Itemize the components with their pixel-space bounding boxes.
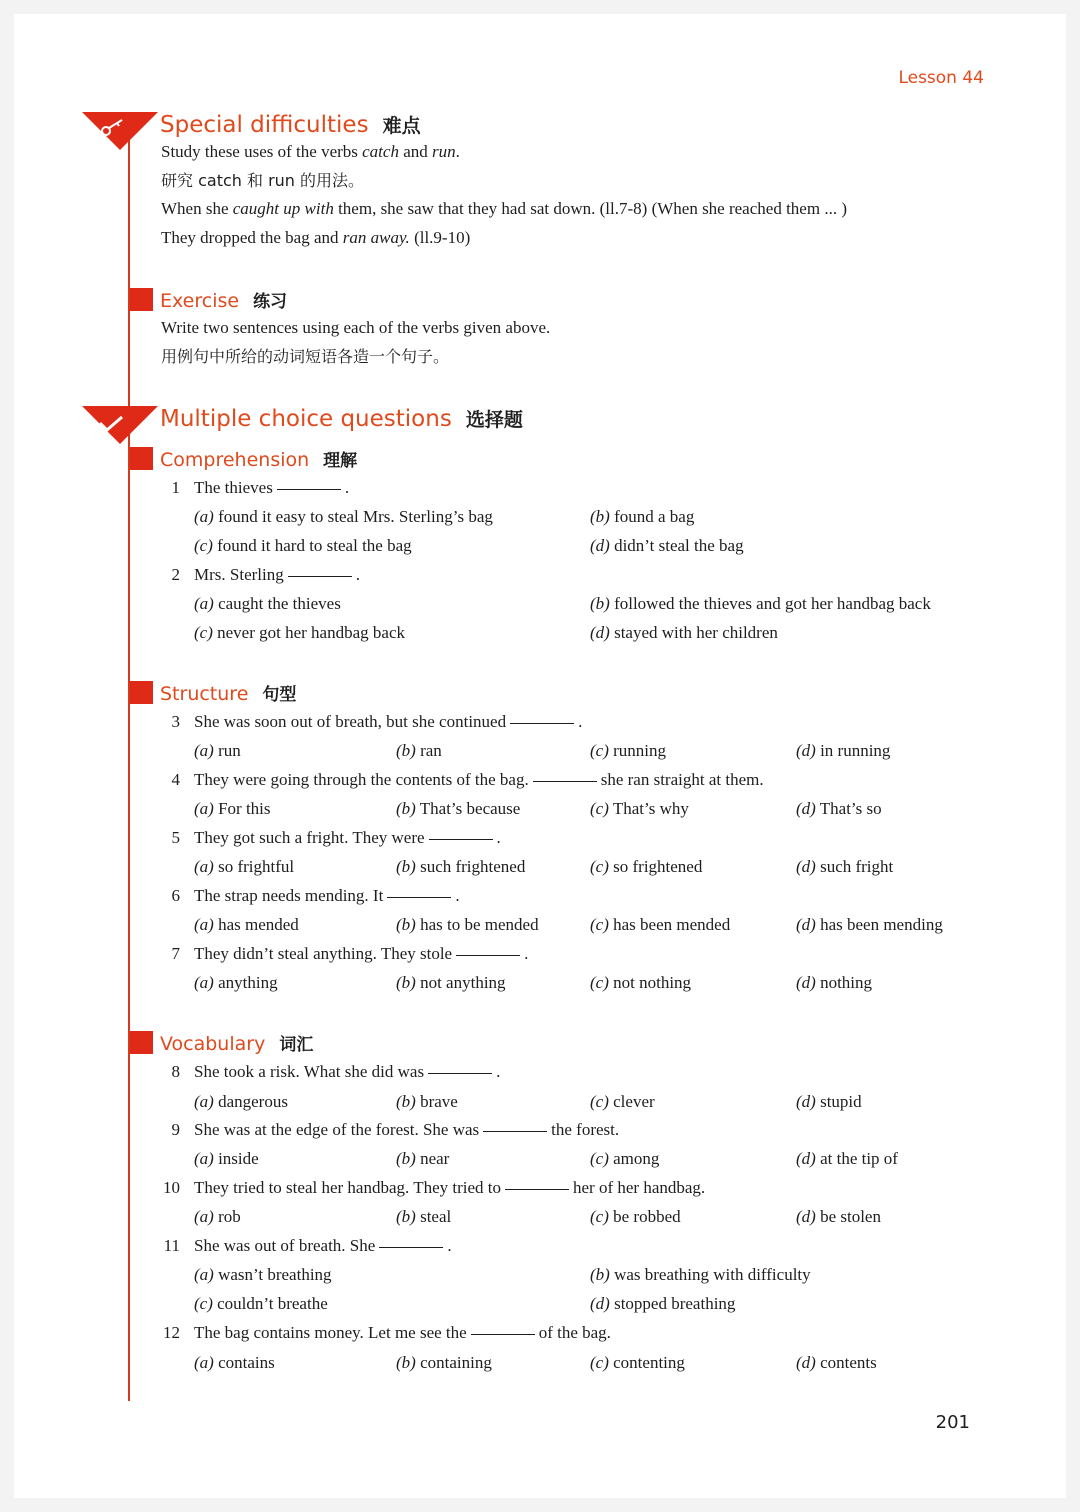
answer-option[interactable]: (b) followed the thieves and got her handbag back [590, 594, 931, 613]
key-icon [82, 112, 158, 152]
question-stem: Mrs. Sterling . [194, 565, 360, 584]
answer-option[interactable]: (b) such frightened [396, 857, 526, 876]
answer-blank[interactable] [387, 897, 451, 898]
answer-option[interactable]: (b) not anything [396, 973, 506, 992]
answer-option[interactable]: (a) caught the thieves [194, 594, 341, 613]
example-sentence-2: They dropped the bag and ran away. (ll.9-10) [161, 228, 471, 247]
answer-option[interactable]: (d) at the tip of [796, 1149, 898, 1168]
answer-option[interactable]: (b) was breathing with difficulty [590, 1265, 811, 1284]
lesson-label: Lesson 44 [898, 68, 984, 88]
answer-blank[interactable] [483, 1131, 547, 1132]
answer-option[interactable]: (a) found it easy to steal Mrs. Sterling’s bag [194, 507, 493, 526]
special-difficulties-intro: Study these uses of the verbs catch and run. [161, 142, 460, 161]
answer-option[interactable]: (c) contenting [590, 1353, 685, 1372]
answer-blank[interactable] [505, 1189, 569, 1190]
answer-option[interactable]: (b) has to be mended [396, 915, 539, 934]
answer-blank[interactable] [277, 489, 341, 490]
section-marker [130, 288, 153, 311]
exercise-instruction: Write two sentences using each of the verbs given above. [161, 318, 551, 337]
section-title-special-difficulties: Special difficulties 难点 [160, 112, 421, 138]
question-number: 10 [163, 1178, 180, 1197]
answer-blank[interactable] [379, 1247, 443, 1248]
question-stem: The thieves . [194, 478, 350, 497]
answer-blank[interactable] [533, 781, 597, 782]
answer-option[interactable]: (a) For this [194, 799, 271, 818]
section-title-comprehension: Comprehension 理解 [160, 449, 358, 471]
answer-option[interactable]: (d) in running [796, 741, 891, 760]
question-number: 12 [163, 1323, 180, 1342]
answer-option[interactable]: (d) has been mending [796, 915, 943, 934]
answer-option[interactable]: (d) stayed with her children [590, 623, 778, 642]
answer-option[interactable]: (b) That’s because [396, 799, 521, 818]
answer-blank[interactable] [510, 723, 574, 724]
question-number: 2 [171, 565, 180, 584]
answer-option[interactable]: (c) so frightened [590, 857, 703, 876]
question-number: 11 [163, 1236, 180, 1255]
answer-option[interactable]: (d) nothing [796, 973, 873, 992]
question-stem: She was out of breath. She . [194, 1236, 452, 1255]
answer-option[interactable]: (c) found it hard to steal the bag [194, 536, 412, 555]
section-marker [130, 681, 153, 704]
answer-option[interactable]: (d) such fright [796, 857, 894, 876]
answer-option[interactable]: (b) near [396, 1149, 450, 1168]
answer-option[interactable]: (d) contents [796, 1353, 877, 1372]
answer-blank[interactable] [429, 839, 493, 840]
answer-blank[interactable] [471, 1334, 535, 1335]
question-stem: They were going through the contents of the bag. she ran straight at them. [194, 770, 764, 789]
answer-option[interactable]: (d) stupid [796, 1092, 862, 1111]
answer-option[interactable]: (a) contains [194, 1353, 275, 1372]
answer-option[interactable]: (a) rob [194, 1207, 241, 1226]
question-stem: She was soon out of breath, but she continued . [194, 712, 583, 731]
answer-option[interactable]: (c) among [590, 1149, 660, 1168]
question-stem: The bag contains money. Let me see the of the bag. [194, 1323, 611, 1342]
question-number: 6 [171, 886, 180, 905]
answer-option[interactable]: (c) has been mended [590, 915, 731, 934]
answer-option[interactable]: (c) be robbed [590, 1207, 681, 1226]
question-number: 4 [171, 770, 180, 789]
checkmark-icon [82, 406, 158, 446]
answer-option[interactable]: (a) dangerous [194, 1092, 288, 1111]
question-stem: She was at the edge of the forest. She was the forest. [194, 1120, 620, 1139]
question-number: 7 [171, 944, 180, 963]
answer-blank[interactable] [288, 576, 352, 577]
answer-option[interactable]: (b) steal [396, 1207, 452, 1226]
answer-option[interactable]: (d) didn’t steal the bag [590, 536, 744, 555]
answer-option[interactable]: (c) never got her handbag back [194, 623, 405, 642]
answer-option[interactable]: (b) brave [396, 1092, 458, 1111]
answer-option[interactable]: (c) running [590, 741, 667, 760]
section-title-vocabulary: Vocabulary 词汇 [160, 1033, 314, 1055]
answer-option[interactable]: (c) not nothing [590, 973, 692, 992]
answer-option[interactable]: (b) found a bag [590, 507, 695, 526]
question-stem: They tried to steal her handbag. They tried to her of her handbag. [194, 1178, 706, 1197]
question-stem: They got such a fright. They were . [194, 828, 501, 847]
question-stem: The strap needs mending. It . [194, 886, 460, 905]
section-marker [130, 447, 153, 470]
question-number: 1 [171, 478, 180, 497]
page-number: 201 [935, 1412, 970, 1433]
exercise-instruction-cn: 用例句中所给的动词短语各造一个句子。 [161, 347, 450, 366]
answer-option[interactable]: (c) That’s why [590, 799, 689, 818]
answer-option[interactable]: (b) containing [396, 1353, 492, 1372]
answer-option[interactable]: (a) anything [194, 973, 278, 992]
section-title-mcq: Multiple choice questions 选择题 [160, 406, 523, 432]
answer-option[interactable]: (c) clever [590, 1092, 655, 1111]
answer-option[interactable]: (d) stopped breathing [590, 1294, 736, 1313]
answer-option[interactable]: (a) so frightful [194, 857, 295, 876]
answer-option[interactable]: (a) inside [194, 1149, 259, 1168]
answer-option[interactable]: (d) That’s so [796, 799, 882, 818]
answer-option[interactable]: (b) ran [396, 741, 442, 760]
question-number: 8 [171, 1062, 180, 1081]
answer-option[interactable]: (a) run [194, 741, 241, 760]
question-number: 3 [171, 712, 180, 731]
answer-option[interactable]: (a) wasn’t breathing [194, 1265, 332, 1284]
question-number: 5 [171, 828, 180, 847]
answer-blank[interactable] [428, 1073, 492, 1074]
section-title-structure: Structure 句型 [160, 683, 297, 705]
question-stem: She took a risk. What she did was . [194, 1062, 501, 1081]
section-marker [130, 1031, 153, 1054]
special-difficulties-intro-cn: 研究 catch 和 run 的用法。 [161, 171, 365, 190]
example-sentence-1: When she caught up with them, she saw that they had sat down. (ll.7-8) (When she reached them ... ) [161, 199, 847, 218]
question-stem: They didn’t steal anything. They stole . [194, 944, 529, 963]
answer-option[interactable]: (d) be stolen [796, 1207, 881, 1226]
section-title-exercise: Exercise 练习 [160, 290, 288, 312]
answer-option[interactable]: (c) couldn’t breathe [194, 1294, 328, 1313]
answer-blank[interactable] [456, 955, 520, 956]
answer-option[interactable]: (a) has mended [194, 915, 299, 934]
question-number: 9 [171, 1120, 180, 1139]
